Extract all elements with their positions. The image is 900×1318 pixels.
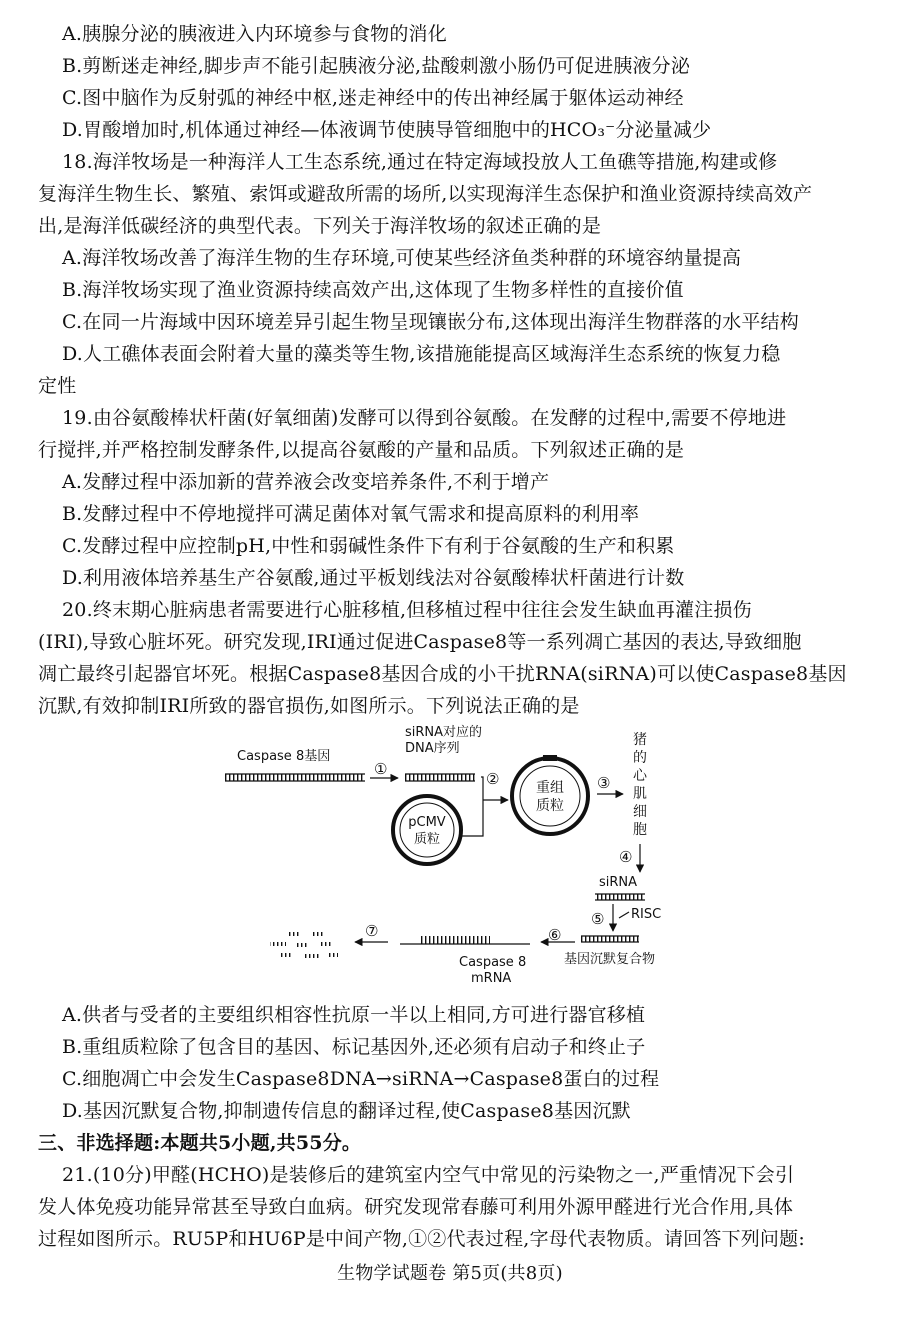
mrna-label-line1: Caspase 8 [459, 955, 527, 970]
svg-text:猪: 猪 [633, 732, 647, 748]
sirna-label: siRNA [599, 875, 638, 890]
pcmv-plasmid [393, 796, 461, 864]
q19-option-c: C.发酵过程中应控制pH,中性和弱碱性条件下有利于谷氨酸的生产和积累 [62, 535, 675, 557]
risc-pointer [619, 912, 629, 918]
q17-option-b: B.剪断迷走神经,脚步声不能引起胰液分泌,盐酸刺激小肠仍可促进胰液分泌 [62, 55, 691, 77]
q20-option-a: A.供者与受者的主要组织相容性抗原一半以上相同,方可进行器官移植 [62, 1004, 646, 1026]
section3-heading: 三、非选择题:本题共5小题,共55分。 [38, 1132, 362, 1154]
q18-option-b: B.海洋牧场实现了渔业资源持续高效产出,这体现了生物多样性的直接价值 [62, 279, 684, 301]
step-6-label: ⑥ [548, 926, 562, 944]
gene-silencing-complex [581, 936, 639, 942]
pcmv-label-line2: 质粒 [413, 832, 441, 847]
q20-stem-line4: 沉默,有效抑制IRI所致的器官损伤,如图所示。下列说法正确的是 [38, 695, 580, 717]
step-2-bracket [461, 777, 483, 836]
q20-option-c: C.细胞凋亡中会发生Caspase8DNA→siRNA→Caspase8蛋白的过程 [62, 1068, 660, 1090]
recombinant-label-line2: 质粒 [536, 798, 564, 814]
q19-option-a: A.发酵过程中添加新的营养液会改变培养条件,不利于增产 [62, 471, 550, 493]
sirna-dna-label-line1: siRNA对应的 [405, 725, 483, 740]
degraded-mrna-fragments [270, 932, 338, 958]
q17-option-c: C.图中脑作为反射弧的神经中枢,迷走神经中的传出神经属于躯体运动神经 [62, 87, 684, 109]
q18-option-d-line2: 定性 [38, 375, 77, 397]
q18-option-c: C.在同一片海域中因环境差异引起生物呈现镶嵌分布,这体现出海洋生物群落的水平结构 [62, 311, 799, 333]
sirna-dna-label-line2: DNA序列 [405, 741, 460, 756]
q20-stem-line3: 凋亡最终引起器官坏死。根据Caspase8基因合成的小干扰RNA(siRNA)可以使Caspase8基因 [38, 663, 847, 685]
caspase8-gene-dna [225, 774, 365, 781]
page-footer: 生物学试题卷 第5页(共8页) [337, 1263, 563, 1284]
step-7-label: ⑦ [365, 922, 379, 940]
step-1-label: ① [374, 760, 388, 778]
svg-text:肌: 肌 [633, 786, 647, 802]
q18-stem-line2: 复海洋生物生长、繁殖、索饵或避敌所需的场所,以实现海洋生态保护和渔业资源持续高效产 [38, 183, 813, 205]
recombinant-label-line1: 重组 [536, 780, 564, 796]
q17-option-d: D.胃酸增加时,机体通过神经—体液调节使胰导管细胞中的HCO₃⁻分泌量减少 [62, 119, 712, 141]
caspase8-gene-label: Caspase 8基因 [237, 749, 331, 764]
q18-stem-line1: 18.海洋牧场是一种海洋人工生态系统,通过在特定海域投放人工鱼礁等措施,构建或修 [62, 151, 778, 173]
q17-option-a: A.胰腺分泌的胰液进入内环境参与食物的消化 [62, 23, 447, 45]
mrna-label-line2: mRNA [471, 971, 512, 986]
pig-cardiomyocyte-label [633, 731, 648, 838]
silencing-complex-label: 基因沉默复合物 [564, 952, 656, 967]
q21-stem-line3: 过程如图所示。RU5P和HU6P是中间产物,①②代表过程,字母代表物质。请回答下列问题: [38, 1228, 805, 1250]
caspase8-mrna [400, 936, 530, 944]
q20-stem-line2: (IRI),导致心脏坏死。研究发现,IRI通过促进Caspase8等一系列凋亡基因的表达,导致细胞 [38, 631, 802, 653]
q20-option-b: B.重组质粒除了包含目的基因、标记基因外,还必须有启动子和终止子 [62, 1036, 646, 1058]
svg-text:的: 的 [633, 750, 647, 766]
q21-stem-line1: 21.(10分)甲醛(HCHO)是装修后的建筑室内空气中常见的污染物之一,严重情况下会引 [62, 1164, 795, 1186]
q19-option-d: D.利用液体培养基生产谷氨酸,通过平板划线法对谷氨酸棒状杆菌进行计数 [62, 567, 685, 589]
svg-text:细: 细 [633, 804, 647, 820]
step-3-label: ③ [597, 774, 611, 792]
svg-text:胞: 胞 [633, 822, 647, 838]
q18-stem-line3: 出,是海洋低碳经济的典型代表。下列关于海洋牧场的叙述正确的是 [38, 215, 602, 237]
step-2-label: ② [486, 770, 500, 788]
q19-stem-line1: 19.由谷氨酸棒状杆菌(好氧细菌)发酵可以得到谷氨酸。在发酵的过程中,需要不停地进 [62, 407, 787, 429]
q18-option-a: A.海洋牧场改善了海洋生物的生存环境,可使某些经济鱼类种群的环境容纳量提高 [62, 247, 742, 269]
q21-stem-line2: 发人体免疫功能异常甚至导致白血病。研究发现常春藤可利用外源甲醛进行光合作用,具体 [38, 1196, 794, 1218]
q20-option-d: D.基因沉默复合物,抑制遗传信息的翻译过程,使Caspase8基因沉默 [62, 1100, 631, 1122]
q20-stem-line1: 20.终末期心脏病患者需要进行心脏移植,但移植过程中往往会发生缺血再灌注损伤 [62, 599, 752, 621]
sirna-strand [595, 894, 645, 900]
pcmv-label-line1: pCMV [408, 815, 446, 830]
q18-option-d-line1: D.人工礁体表面会附着大量的藻类等生物,该措施能提高区域海洋生态系统的恢复力稳 [62, 343, 781, 365]
sirna-dna-sequence [405, 774, 475, 781]
svg-text:心: 心 [633, 768, 647, 784]
q19-option-b: B.发酵过程中不停地搅拌可满足菌体对氧气需求和提高原料的利用率 [62, 503, 640, 525]
risc-label: RISC [631, 907, 662, 922]
sirna-silencing-diagram [225, 722, 705, 1002]
q19-stem-line2: 行搅拌,并严格控制发酵条件,以提高谷氨酸的产量和品质。下列叙述正确的是 [38, 439, 685, 461]
step-5-label: ⑤ [591, 910, 605, 928]
step-4-label: ④ [619, 848, 633, 866]
